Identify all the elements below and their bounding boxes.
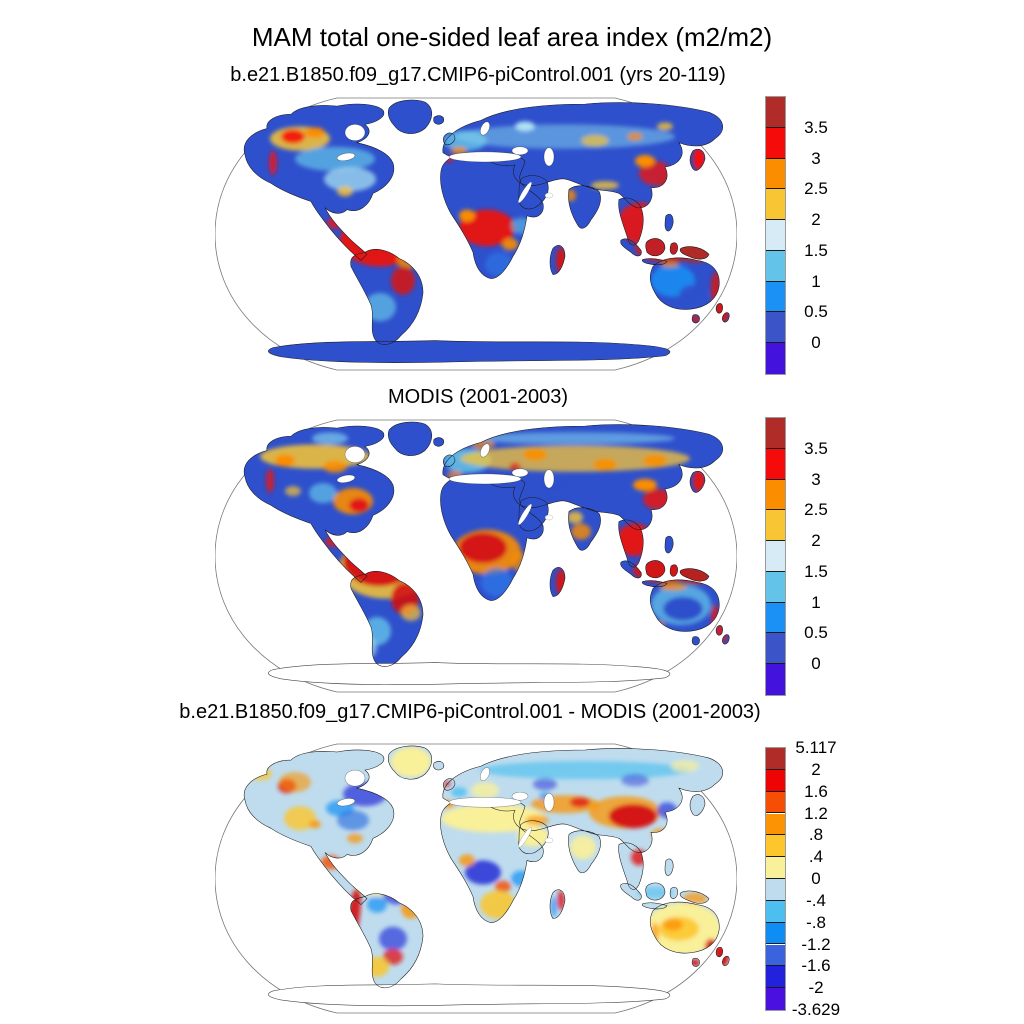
colorbar-tick-label: 0.5 [804,302,828,322]
colorbar-tick-label: 2 [811,759,821,779]
colorbar-segment [766,603,785,634]
colorbar-tick-label: 2.5 [804,179,828,199]
antarctica-outline [268,984,670,1006]
colorbar-segment [766,857,785,879]
colorbar-tick-label: 1.5 [804,561,828,581]
colorbar-segment [766,923,785,945]
colorbar-segment [766,418,785,449]
colorbar-segment [766,814,785,836]
colorbar-segment [766,945,785,967]
colorbar-tick-label: 0.5 [804,623,828,643]
colorbar-segment [766,97,785,128]
colorbar-difference [766,738,841,1019]
colorbar-tick-label: 1 [811,271,821,291]
colorbar-segment [766,480,785,511]
colorbar-segment [766,189,785,220]
colorbar-segment [766,572,785,603]
colorbar-tick-label: 0 [811,869,821,888]
colorbar-tick-label: 2.5 [804,500,828,520]
world-map-modis [215,418,737,694]
panel3-title: b.e21.B1850.f09_g17.CMIP6-piControl.001 - MODIS (2001-2003) [179,701,761,723]
colorbar-segment [766,966,785,988]
colorbar-tick-label: -2 [808,978,824,998]
panel2-title: MODIS (2001-2003) [387,386,569,408]
colorbar-tick-label: 0 [811,333,821,353]
colorbar-segment [766,770,785,792]
colorbar-tick-label: -1.6 [801,956,831,976]
colorbar-tick-label: 2 [811,531,821,551]
colorbar-segment [766,220,785,251]
colorbar-bar [766,97,785,374]
colorbar-segment [766,510,785,541]
colorbar-segment [766,312,785,343]
colorbar-tick-label: 1.5 [804,240,828,260]
colorbar-segment [766,159,785,190]
colorbar-segment [766,835,785,857]
colorbar-model [766,97,828,374]
colorbar-tick-label: 1.6 [804,781,828,801]
colorbar-tick-label: 3.5 [804,438,828,458]
colorbar-tick-label: 0 [811,654,821,674]
main-title: MAM total one-sided leaf area index (m2/m2) [251,22,773,52]
colorbar-tick-label: -3.629 [791,1000,841,1019]
colorbar-modis [766,418,828,695]
panel1-title: b.e21.B1850.f09_g17.CMIP6-piControl.001 (yrs 20-119) [230,64,726,86]
colorbar-tick-label: -.8 [806,912,826,932]
colorbar-segment [766,282,785,313]
colorbar-tick-label: -1.2 [801,934,831,954]
colorbar-tick-label: 2 [811,210,821,230]
colorbar-tick-label: 5.117 [795,738,837,757]
colorbar-tick-label: 1 [811,592,821,612]
colorbar-bar [766,418,785,695]
colorbar-segment [766,541,785,572]
colorbar-tick-label: 3 [811,148,821,168]
world-map-difference [215,742,737,1015]
antarctica-filled [268,341,670,363]
colorbar-bar [766,748,785,1010]
colorbar-segment [766,251,785,282]
colorbar-tick-label: .4 [808,847,824,867]
colorbar-segment [766,748,785,770]
colorbar-tick-label: 1.2 [804,803,828,823]
colorbar-tick-label: 3 [811,469,821,489]
colorbar-segment [766,988,785,1010]
world-map-model [215,96,737,372]
colorbar-segment [766,879,785,901]
colorbar-segment [766,664,785,695]
colorbar-segment [766,792,785,814]
colorbar-segment [766,343,785,374]
colorbar-segment [766,633,785,664]
colorbar-tick-label: .8 [808,825,824,845]
colorbar-tick-label: -.4 [806,890,826,910]
colorbar-segment [766,449,785,480]
antarctica-outline [268,663,670,685]
colorbar-segment [766,901,785,923]
colorbar-tick-label: 3.5 [804,117,828,137]
colorbar-segment [766,128,785,159]
